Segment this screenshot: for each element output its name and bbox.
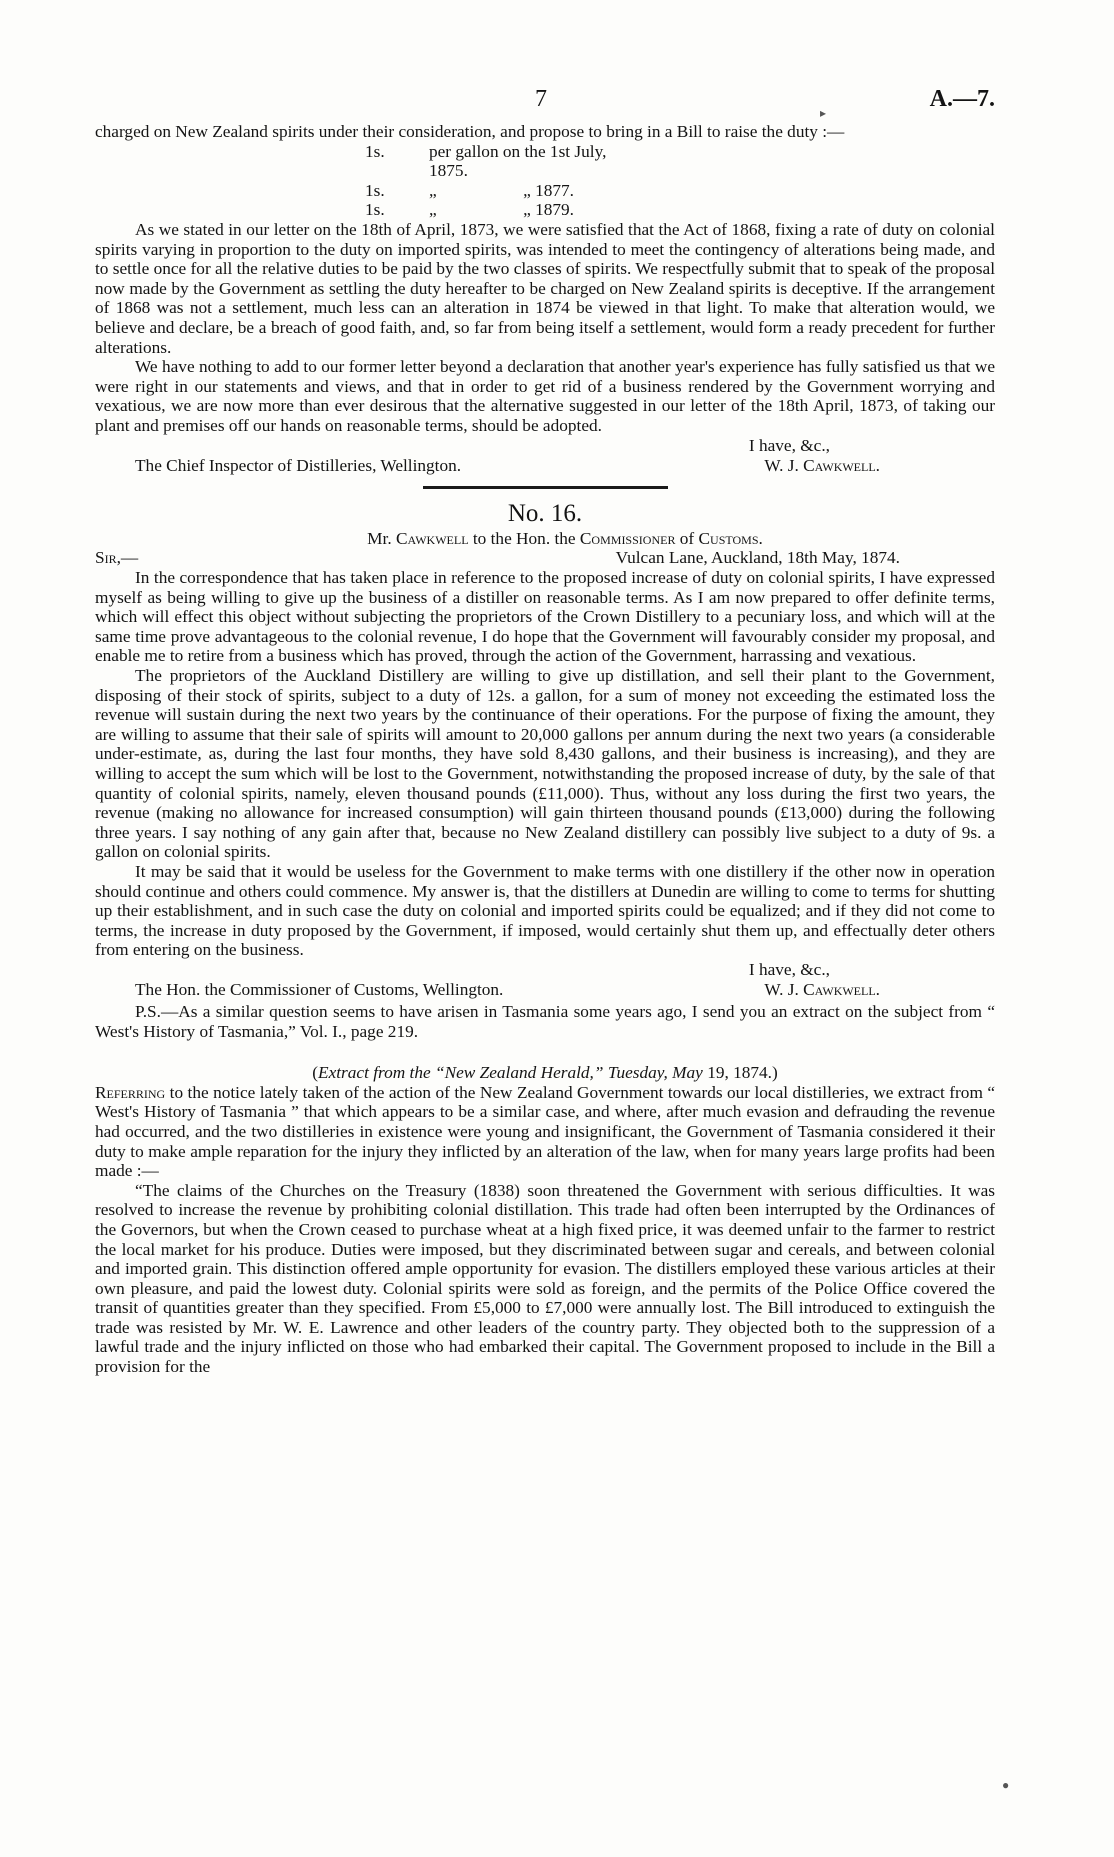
paragraph-text: to the notice lately taken of the action of the New Zealand Government towards our local distilleries, we extract from “ West's History of Tasmania ” that which appears to be a similar case, and where, after much evasion and defrauding the revenue had occurred, and the two distilleries in existence were young and insignificant, the Government of Tasmania considered it their duty to make ample reparation for the injury they inflicted by an alteration of the law, when for many years large profits had been made :— [95,1082,995,1181]
duty-date: per gallon on the 1st July, 1875. [429,141,607,181]
paragraph: “The claims of the Churches on the Treasury (1838) soon threatened the Government with serious difficulties. It was resolved to increase the revenue by prohibiting colonial distillation. This trade had often been interrupted by the Ordinances of the Governors, but when the Crown ceased to purchase wheat at a high fixed price, it was deemed unfair to the farmer to restrict the local market for his produce. Duties were imposed, but they discriminated between sugar and cereals, and between colonial and imported grain. This distinction offered ample opportunity for evasion. The distillers employed these various articles at their own pleasure, and paid the lowest duty. Colonial spirits were sold as foreign, and the permits of the Police Office covered the transit of quantities greater than they specified. From £5,000 to £7,000 were annually lost. The Bill introduced to extinguish the trade was resisted by Mr. W. E. Lawrence and other leaders of the country party. They objected both to the suppression of a lawful trade and the injury inflicted on those who had embarked their capital. The Government proposed to include in the Bill a provision for the [95,1180,995,1377]
paragraph: As we stated in our letter on the 18th of April, 1873, we were satisfied that the Act of 1868, fixing a rate of duty on colonial spirits varying in proportion to the duty on imported spirits, was intended to meet the contingency of alterations being made, and to settle once for all the relative duties to be paid by the two classes of spirits. We respectfully submit that to speak of the proposal now made by the Government as settling the duty hereafter to be charged on New Zealand spirits is deceptive. If the arrangement of 1868 was not a settlement, much less can an alteration in 1874 be viewed in that light. To make that alteration would, we believe and declare, be a breach of good faith, and, so far from being itself a settlement, would form a ready precedent for further alterations. [95,219,995,357]
heading-department: Customs. [698,528,763,548]
closing: I have, &c., [748,959,830,979]
duty-row [365,200,995,220]
paragraph: It may be said that it would be useless for the Government to make terms with one distillery if the other now in operation should continue and others could commence. My answer is, that the distillers at Dunedin are willing to come to terms for shutting up their establishment, and in such case the duty on colonial and imported spirits could be equalized; and if they did not come to terms, the increase in duty proposed by the Government, if imposed, would certainly shut them up, and effectually deter others from entering on the business. [95,862,995,960]
paragraph: The proprietors of the Auckland Distillery are willing to give up distillation, and sell their plant to the Government, disposing of their stock of spirits, subject to a duty of 12s. a gallon, for a sum of money not exceeding the estimated loss the revenue will sustain during the next two years by the continuance of their operations. For the purpose of fixing the amount, they are willing to assume that their sale of spirits will amount to 20,000 gallons per annum during the next two years (a considerable under-estimate, as, during the last four months, they have sold 8,430 gallons, and their business is increasing), and they are willing to accept the sum which will be lost to the Government, notwithstanding the proposed increase of duty, by the sale of that quantity of colonial spirits, namely, eleven thousand pounds (£11,000). Thus, without any loss during the first two years, the revenue (making no allowance for increased consumption) will gain thirteen thousand pounds (£13,000) during the following three years. I say nothing of any gain after that, because no New Zealand distillery can possibly live subject to a duty of 9s. a gallon on colonial spirits. [95,666,995,862]
heading-sender: Cawkwell [395,528,469,548]
signature-block [95,436,995,476]
extract-title-part: “New Zealand Herald,” [434,1063,604,1083]
paragraph: In the correspondence that has taken place in reference to the proposed increase of duty on colonial spirits, I have expressed myself as being willing to give up the business of a distiller on reasonable terms. As I am now prepared to offer definite terms, which will effect this object without subjecting the proprietors of the Crown Distillery to a pecuniary loss, and which will at the same time prove advantageous to the colonial revenue, I do hope that the Government will favourably consider my proposal, and enable me to retire from a business which has proved, through the action of the Government, harrassing and vexatious. [95,568,995,666]
extract-title-part: ( [312,1063,319,1083]
extract-title [95,1063,995,1083]
duty-date: „ „ 1879. [429,200,574,220]
page-number: 7 [535,86,547,112]
closing: I have, &c., [748,435,830,455]
addressee: The Hon. the Commissioner of Customs, Wellington. [135,979,504,999]
signature: W. J. Cawkwell. [764,455,880,475]
duty-schedule [365,142,995,220]
heading-part: of [679,528,695,548]
heading-part: to the Hon. the [472,528,576,548]
continuation-intro: charged on New Zealand spirits under their consideration, and propose to bring in a Bill to raise the duty :— [95,122,845,141]
duty-amount: 1s. [365,200,385,220]
extract-title-part: Extract from the [318,1063,431,1083]
heading-part: Mr. [367,528,392,548]
lead-word: Referring [95,1082,166,1102]
signature-block [95,960,995,1000]
document-reference: A.—7. [929,86,995,112]
extract-title-date: 19, 1874.) [707,1063,778,1083]
section-divider [423,486,668,489]
document-page [95,88,995,1377]
duty-amount: 1s. [365,141,385,161]
margin-mark: ▸ [820,106,827,120]
salutation-row [95,548,995,568]
extract-title-newspaper [435,1063,604,1082]
extract-title-part: Tuesday, May [607,1063,703,1083]
duty-date: „ „ 1877. [429,180,574,200]
letter-heading [135,529,995,549]
duty-row [365,181,995,201]
page-header [95,88,995,122]
heading-recipient: Commissioner [579,528,676,548]
letter-number: No. 16. [507,499,583,527]
addressee: The Chief Inspector of Distilleries, Wellington. [135,455,462,475]
dateline: Vulcan Lane, Auckland, 18th May, 1874. [615,548,900,568]
paragraph: We have nothing to add to our former letter beyond a declaration that another year's experience has fully satisfied us that we were right in our statements and views, and that in order to get rid of a business rendered by the Government worrying and vexatious, we are now more than ever desirous that the alternative suggested in our letter of the 18th April, 1873, of taking our plant and premises off our hands on reasonable terms, should be adopted. [95,357,995,435]
signature: W. J. Cawkwell. [764,979,880,999]
postscript: P.S.—As a similar question seems to have arisen in Tasmania some years ago, I send you an extract on the subject from “ West's History of Tasmania,” Vol. I., page 219. [95,1001,995,1041]
paragraph [95,1083,995,1181]
margin-mark: ● [1002,1778,1010,1792]
salutation: Sir,— [95,548,139,568]
duty-amount: 1s. [365,180,385,200]
duty-row [365,142,995,181]
